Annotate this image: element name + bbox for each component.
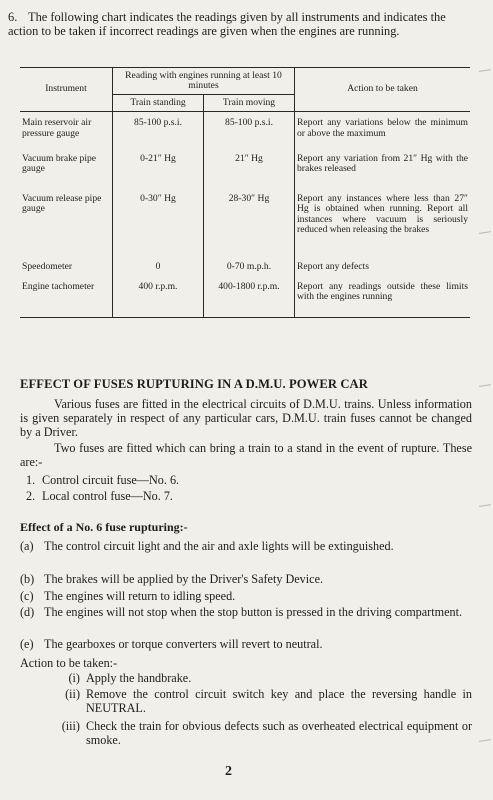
page-number: 2 (225, 764, 232, 779)
list-item (46, 672, 472, 686)
cell-action: Report any instances where less than 27″ Hg is obtained when running. Report all instances where vacuum is seriously reduced when releasing the brakes (297, 192, 468, 235)
cell-standing: 85-100 p.s.i. (113, 112, 204, 152)
action-heading: Action to be taken:- (20, 656, 118, 670)
list-item (26, 473, 179, 488)
item-label: (c) (20, 589, 34, 603)
cell-standing: 400 r.p.m. (113, 280, 204, 318)
cell-moving: 85-100 p.s.i. (204, 112, 295, 152)
list-item (20, 638, 472, 652)
list-text: Control circuit fuse—No. 6. (42, 473, 180, 487)
header-train-standing: Train standing (113, 94, 204, 111)
header-action: Action to be taken (347, 83, 418, 95)
list-item (20, 573, 472, 587)
cell-action: Report any variation from 21″ Hg with the brakes released (297, 152, 468, 175)
fuses-count-paragraph: Two fuses are fitted which can bring a train to a stand in the event of rupture. These are:- (20, 441, 472, 469)
list-number: 1. (26, 473, 36, 487)
instrument-readings-table (20, 67, 470, 318)
list-number: 2. (26, 489, 36, 503)
item-label: (e) (20, 637, 34, 651)
cell-standing: 0-21″ Hg (113, 152, 204, 192)
item-text: The engines will return to idling speed. (44, 589, 236, 603)
effect-heading: Effect of a No. 6 fuse rupturing:- (20, 520, 188, 534)
cell-instrument: Engine tachometer (20, 280, 113, 318)
item-label: (iii) (61, 719, 80, 733)
cell-standing: 0 (113, 260, 204, 280)
intro-number: 6. (8, 10, 18, 24)
cell-instrument: Vacuum release pipe gauge (20, 192, 113, 260)
header-instrument: Instrument (20, 68, 113, 112)
cell-moving: 400-1800 r.p.m. (204, 280, 295, 318)
table-row (20, 112, 470, 152)
table-row (20, 192, 470, 260)
cell-instrument: Main reservoir air pressure gauge (20, 112, 113, 152)
list-item (20, 540, 472, 554)
list-item (26, 489, 173, 504)
item-text: The gearboxes or torque converters will revert to neutral. (44, 637, 323, 651)
item-text: Apply the handbrake. (86, 671, 192, 685)
list-item (20, 606, 472, 620)
fuses-intro-paragraph: Various fuses are fitted in the electrical circuits of D.M.U. trains. Unless information is given separately in respect of any particular cars, D.M.U. train fuses cannot be changed by a Driver. (20, 397, 472, 439)
item-label: (ii) (65, 687, 80, 701)
page-edge-marks (473, 0, 493, 800)
table-row (20, 260, 470, 280)
item-text: Remove the control circuit switch key and place the reversing handle in NEUTRAL. (86, 687, 472, 715)
item-label: (d) (20, 605, 35, 619)
item-text: The control circuit light and the air and axle lights will be extinguished. (44, 539, 394, 553)
item-text: The brakes will be applied by the Driver's Safety Device. (44, 572, 324, 586)
cell-instrument: Speedometer (20, 260, 113, 280)
item-text: The engines will not stop when the stop button is pressed in the driving compartment. (44, 605, 463, 619)
intro-paragraph (8, 10, 476, 38)
header-reading-group: Reading with engines running at least 10 minutes (113, 68, 295, 95)
item-label: (i) (68, 671, 80, 685)
cell-moving: 28-30″ Hg (204, 192, 295, 260)
cell-action: Report any readings outside these limits with the engines running (297, 280, 468, 303)
item-label: (a) (20, 539, 34, 553)
list-text: Local control fuse—No. 7. (42, 489, 173, 503)
cell-action: Report any defects (297, 260, 369, 272)
list-item (46, 688, 472, 715)
item-label: (b) (20, 572, 35, 586)
list-item (46, 720, 472, 747)
table-body (20, 112, 470, 318)
cell-moving: 0-70 m.p.h. (204, 260, 295, 280)
list-item (20, 590, 472, 604)
section-title: EFFECT OF FUSES RUPTURING IN A D.M.U. POWER CAR (20, 377, 368, 391)
edge-mark (479, 384, 491, 387)
edge-mark (479, 231, 491, 234)
edge-mark (479, 504, 491, 507)
edge-mark (479, 69, 491, 72)
cell-moving: 21″ Hg (204, 152, 295, 192)
header-train-moving: Train moving (204, 94, 295, 111)
edge-mark (479, 739, 491, 742)
cell-action: Report any variations below the minimum or above the maximum (297, 117, 468, 139)
cell-instrument: Vacuum brake pipe gauge (20, 152, 113, 192)
item-text: Check the train for obvious defects such as overheated electrical equipment or smoke. (86, 719, 472, 747)
cell-standing: 0-30″ Hg (113, 192, 204, 260)
table-row (20, 152, 470, 192)
table-row (20, 280, 470, 318)
intro-text: The following chart indicates the readings given by all instruments and indicates the action to be taken if incorrect readings are given when the engines are running. (8, 10, 446, 38)
